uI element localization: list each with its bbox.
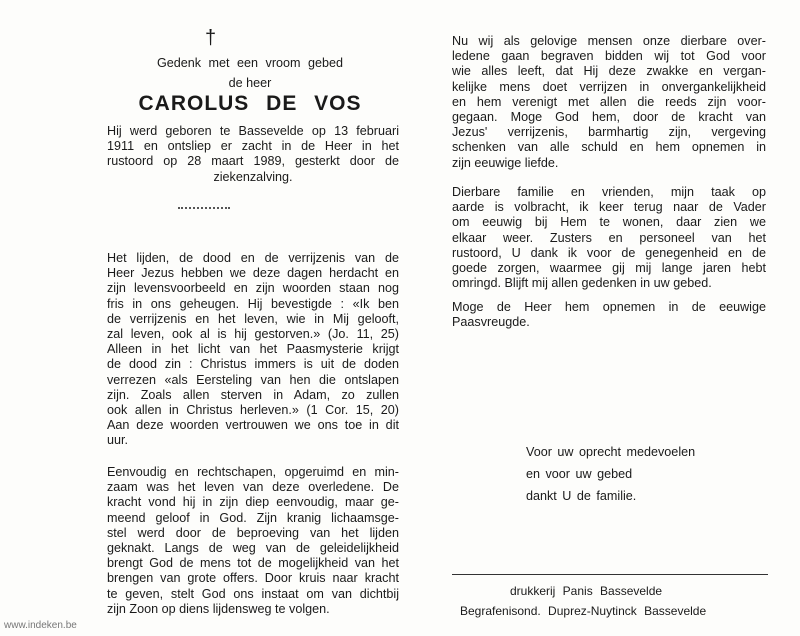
intro-line: Gedenk met een vroom gebed xyxy=(156,56,344,70)
left-paragraph-1: Het lijden, de dood en de verrijzenis van de Heer Jezus hebben we deze dagen herdacht en zijn levensvoorbeeld en zijn woorden staan nog fris in ons geheugen. Hij bevestigde : «Ik ben de verrijzenis en het leven, wie in Mij gelooft, zal leven, ook al is hij gestorven.» (Jo. 11, 25) Alleen in het licht van het Paasmysterie krijgt de dood zin : Christus immers is uit de doden verrezen «als Eersteling van hen die ontslapen zijn. Zoals allen sterven in Adam, zo zullen ook allen in Christus herleven.» (1 Cor. 15, 20) Aan deze woorden vertrouwen we ons toe in dit uur. xyxy=(107,251,399,448)
birth-death-text: Hij werd geboren te Bassevelde op 13 februari 1911 en ontsliep er zacht in de Heer in het rustoord op 28 maart 1989, gesterkt door de ziekenzalving. xyxy=(107,124,399,184)
funeral-home-line: Begrafenisond. Duprez-Nuytinck Bassevelde xyxy=(460,604,707,618)
printer-credits xyxy=(452,581,768,621)
footer-divider xyxy=(452,574,768,575)
right-paragraph-1: Nu wij als gelovige mensen onze dierbare over- ledene gaan begraven bidden wij tot God voor wie alles leeft, dat Hij deze zwakke en vergan- kelijke mens doet verrijzen in onvergankelijkheid en hem verenigt met allen die reeds zijn voor- gegaan. Moge God hem, door de kracht van Jezus' verrijzenis, barmhartig zijn, vergeving schenken van alle schuld en hem opnemen in zijn eeuwige liefde. xyxy=(452,34,766,170)
right-paragraph-2: Dierbare familie en vrienden, mijn taak op aarde is volbracht, ik keer terug naar de Vader om eeuwig bij Hem te wonen, daar zien we elkaar weer. Zusters en personeel van het rustoord, U dank ik voor de genegenheid en de goede zorgen, waarmee gij mij lange jaren hebt omringd. Blijft mij allen gedenken in uw gebed. xyxy=(452,185,766,291)
family-thanks: Voor uw oprecht medevoelen en voor uw gebed dankt U de familie. xyxy=(526,445,696,503)
watermark: www.indeken.be xyxy=(4,620,77,631)
cross-icon: † xyxy=(205,27,217,49)
title-line: de heer xyxy=(228,76,272,90)
divider xyxy=(178,207,230,209)
deceased-name: CAROLUS DE VOS xyxy=(138,92,362,115)
left-paragraph-2: Eenvoudig en rechtschapen, opgeruimd en min- zaam was het leven van deze overledene. De kracht vond hij in zijn diep eenvoudig, maar ge- meend geloof in God. Zijn kranig lichaamsge- stel werd door de beproeving van het lijden geknakt. Langs de weg van de geleidelijkheid brengt God de mens tot de mogelijkheid van het brengen van grote offers. Door kruis naar kracht te geven, stelt God ons instaat om van dichtbij zijn Zoon op diens lijdensweg te volgen. xyxy=(107,465,399,616)
printer-line: drukkerij Panis Bassevelde xyxy=(510,584,663,598)
right-paragraph-3: Moge de Heer hem opnemen in de eeuwige Paasvreugde. xyxy=(452,300,766,330)
